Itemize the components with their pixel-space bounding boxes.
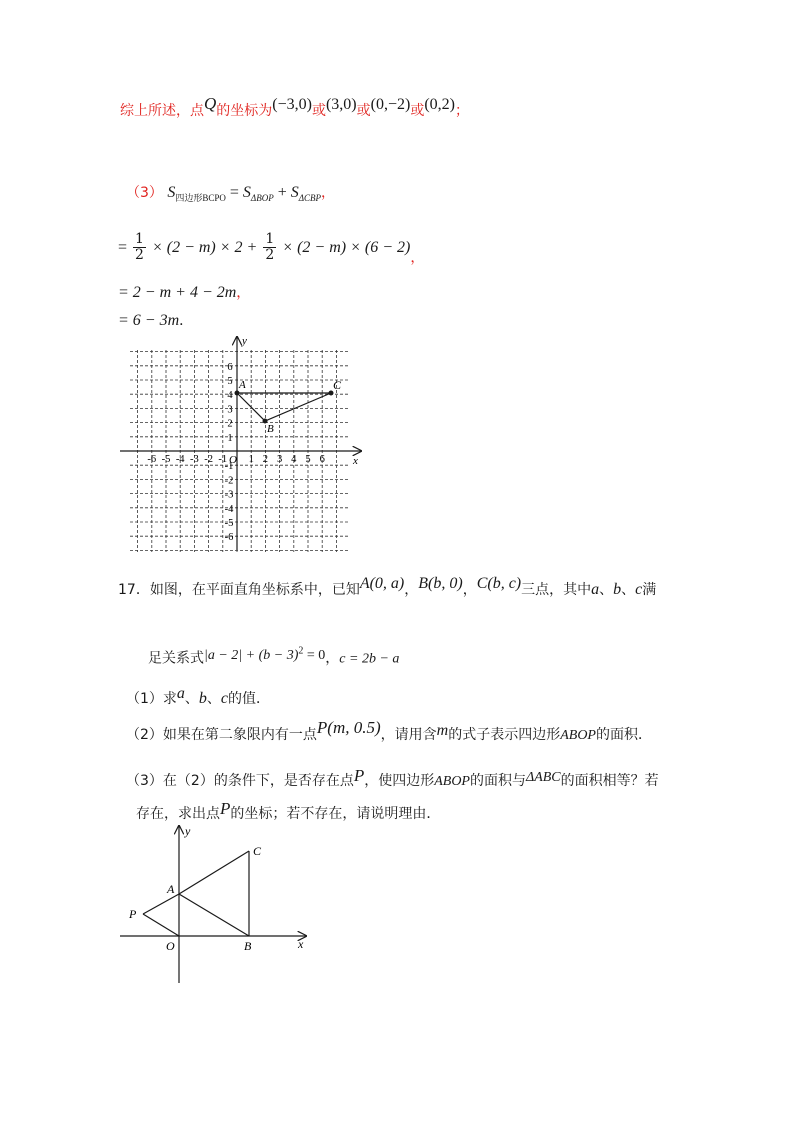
origin-label-2: O: [166, 939, 175, 953]
point-b-label-2: B: [244, 939, 252, 953]
p17-point-a: A(0, a): [359, 575, 405, 592]
p17-sep3: ，: [325, 650, 340, 667]
line4-end: ．: [179, 313, 194, 329]
fraction-half-2: [263, 232, 276, 263]
expr-3: = 2 − m + 4 − 2m: [118, 284, 237, 301]
summary-end: ；: [454, 103, 469, 119]
x-axis-label-2: x: [298, 937, 304, 951]
question-1: [126, 685, 271, 709]
area-term-1: [242, 184, 274, 204]
y-tick-label: -5: [224, 518, 234, 529]
q2-point-p: P(m, 0.5): [316, 718, 381, 737]
q1-text: （1）求: [126, 691, 177, 707]
coord-4: (0,2): [424, 96, 455, 113]
x-tick-label: -4: [175, 454, 185, 465]
p17-sep2: ，: [462, 582, 477, 598]
q3-point-p: P: [353, 766, 365, 785]
x-tick-label: -1: [218, 454, 228, 465]
part3-line4: [118, 310, 193, 330]
p17-text-c: 满: [642, 582, 657, 598]
y-tick-label: 3: [227, 404, 233, 416]
q3-text-d: 的面积相等？若: [560, 773, 659, 789]
p17-dun1: 、: [599, 582, 614, 598]
x-tick-label: -2: [204, 454, 213, 465]
p17-line2-text: 足关系式: [148, 650, 204, 667]
point-c-label-2: C: [253, 844, 262, 858]
expr-2c: × (2 − m) × (6 − 2): [278, 239, 411, 256]
part3-label: （3）: [126, 185, 163, 201]
area-sub-2: ΔCBP: [298, 193, 322, 204]
y-tick-label: 1: [227, 432, 233, 444]
y-tick-label: -6: [224, 532, 234, 544]
q3-line2-text: 存在，求出点: [136, 806, 220, 822]
point-p-label-2: P: [129, 907, 137, 921]
origin-label: O: [229, 454, 237, 466]
y-tick-label: 4: [227, 390, 233, 402]
q3-text-b: ，使四边形: [364, 773, 435, 789]
q3-point-p2: P: [220, 799, 231, 818]
area-sub-quad: 四边形BCPO: [175, 193, 226, 204]
point-a-label: A: [239, 379, 246, 391]
area-symbol: [167, 184, 226, 204]
problem17-figure: [118, 820, 318, 990]
y-tick-label: -3: [224, 489, 234, 501]
q1-d2: 、: [206, 691, 221, 707]
y-axis-label-2: y: [185, 824, 191, 838]
line2-end: ，: [410, 250, 425, 266]
point-a-dot: [235, 391, 240, 396]
area-s-2: S: [290, 184, 299, 201]
x-tick-label: -6: [147, 454, 157, 465]
question-3: [126, 766, 659, 792]
summary-text: 综上所述，点: [120, 103, 204, 119]
y-tick-label: 2: [227, 418, 233, 430]
coord-2: (3,0): [325, 96, 357, 113]
p17-relation-2: c = 2b − a: [339, 651, 400, 667]
summary-line: [120, 94, 469, 121]
y-tick-label: 6: [227, 361, 233, 373]
q1-var-b: b: [198, 690, 207, 707]
q1-var-a: a: [176, 685, 185, 702]
line3-end: ，: [236, 285, 251, 301]
p17-text-b: 三点，其中: [521, 582, 592, 598]
x-tick-label: -5: [161, 454, 171, 465]
q2-abop: ABOP: [560, 728, 596, 743]
fraction-half-1: [133, 232, 146, 263]
question-2: [126, 718, 652, 746]
y-tick-label: -2: [224, 475, 234, 487]
x-tick-label: 6: [319, 454, 325, 465]
q1-end: 的值．: [228, 691, 271, 707]
q2-end: 的面积．: [595, 727, 652, 743]
y-tick-label: -4: [224, 503, 234, 515]
tick-labels: [147, 362, 324, 543]
frac-den-1: 2: [135, 247, 144, 263]
part3-line3: [118, 282, 250, 302]
p17-intro: 17．如图，在平面直角坐标系中，已知: [118, 582, 360, 598]
coord-3: (0,−2): [370, 96, 411, 113]
rel1-end: = 0: [303, 647, 326, 663]
p17-var-c: c: [635, 581, 643, 598]
area-sub-1: ΔBOP: [250, 193, 274, 204]
q3-text: （3）在（2）的条件下，是否存在点: [126, 773, 354, 789]
or-1: 或: [311, 103, 326, 119]
or-3: 或: [410, 103, 425, 119]
frac-num-2: 1: [265, 231, 275, 247]
y-axis-label: y: [242, 335, 247, 347]
x-tick-label: 4: [291, 454, 297, 465]
expr-4: = 6 − 3m: [118, 312, 180, 329]
segment-pa: [143, 894, 179, 914]
q3-text-c: 的面积与: [469, 773, 526, 789]
frac-den-2: 2: [265, 247, 275, 263]
expr-2b: × (2 − m) × 2 +: [147, 239, 262, 256]
x-tick-label: -3: [190, 454, 199, 465]
q2-var-m: m: [436, 722, 449, 739]
point-q: Q: [204, 94, 217, 113]
segment-ab: [179, 894, 249, 936]
problem17-line2: [148, 645, 399, 670]
x-tick-label: 1: [248, 454, 254, 465]
eq-2: =: [118, 239, 132, 256]
part3-line1: [126, 183, 335, 208]
coordinate-grid-figure: [118, 330, 368, 554]
q2-text: （2）如果在第二象限内有一点: [126, 727, 317, 743]
part3-line2: [118, 231, 425, 266]
q1-var-c: c: [220, 690, 229, 707]
area-s-1: S: [242, 184, 251, 201]
point-c-label: C: [333, 378, 342, 392]
rel1-text: |a − 2| + (b − 3): [204, 647, 299, 663]
p17-dun2: 、: [621, 582, 636, 598]
q3-line2-end: 的坐标；若不存在，请说明理由．: [230, 806, 441, 822]
x-tick-label: 5: [305, 454, 311, 465]
x-tick-label: 2: [262, 454, 269, 465]
part3-comma: ，: [321, 185, 336, 201]
y-tick-label: 5: [227, 376, 233, 387]
x-tick-label: 3: [276, 454, 283, 465]
rel1-exp: 2: [298, 645, 304, 656]
or-2: 或: [356, 103, 371, 119]
point-b-label: B: [267, 423, 274, 435]
q2-text-c: 的式子表示四边形: [448, 727, 561, 743]
segment-po: [143, 914, 179, 936]
coord-1: (−3,0): [272, 96, 312, 113]
y-tick-label: -1: [224, 461, 234, 473]
p17-relation-1: [204, 645, 326, 663]
equals: =: [225, 184, 243, 201]
summary-text-2: 的坐标为: [216, 103, 273, 119]
point-a-label-2: A: [167, 882, 175, 896]
frac-num-1: 1: [135, 231, 144, 247]
q3-abop: ABOP: [434, 774, 470, 789]
p17-sep1: ，: [404, 582, 419, 598]
p17-var-b: b: [613, 581, 622, 598]
q1-d1: 、: [184, 691, 199, 707]
q3-abc: ΔABC: [525, 770, 561, 785]
x-axis-label: x: [353, 455, 358, 467]
p17-point-c: C(b, c): [476, 575, 522, 592]
segment-ac: [179, 851, 249, 894]
area-s: S: [167, 184, 176, 201]
p17-point-b: B(b, 0): [418, 575, 463, 592]
q2-text-b: ，请用含: [380, 727, 437, 743]
area-term-2: [290, 184, 322, 204]
p17-var-a: a: [591, 581, 600, 598]
plus: +: [273, 184, 291, 201]
problem17-line1: [118, 575, 657, 600]
